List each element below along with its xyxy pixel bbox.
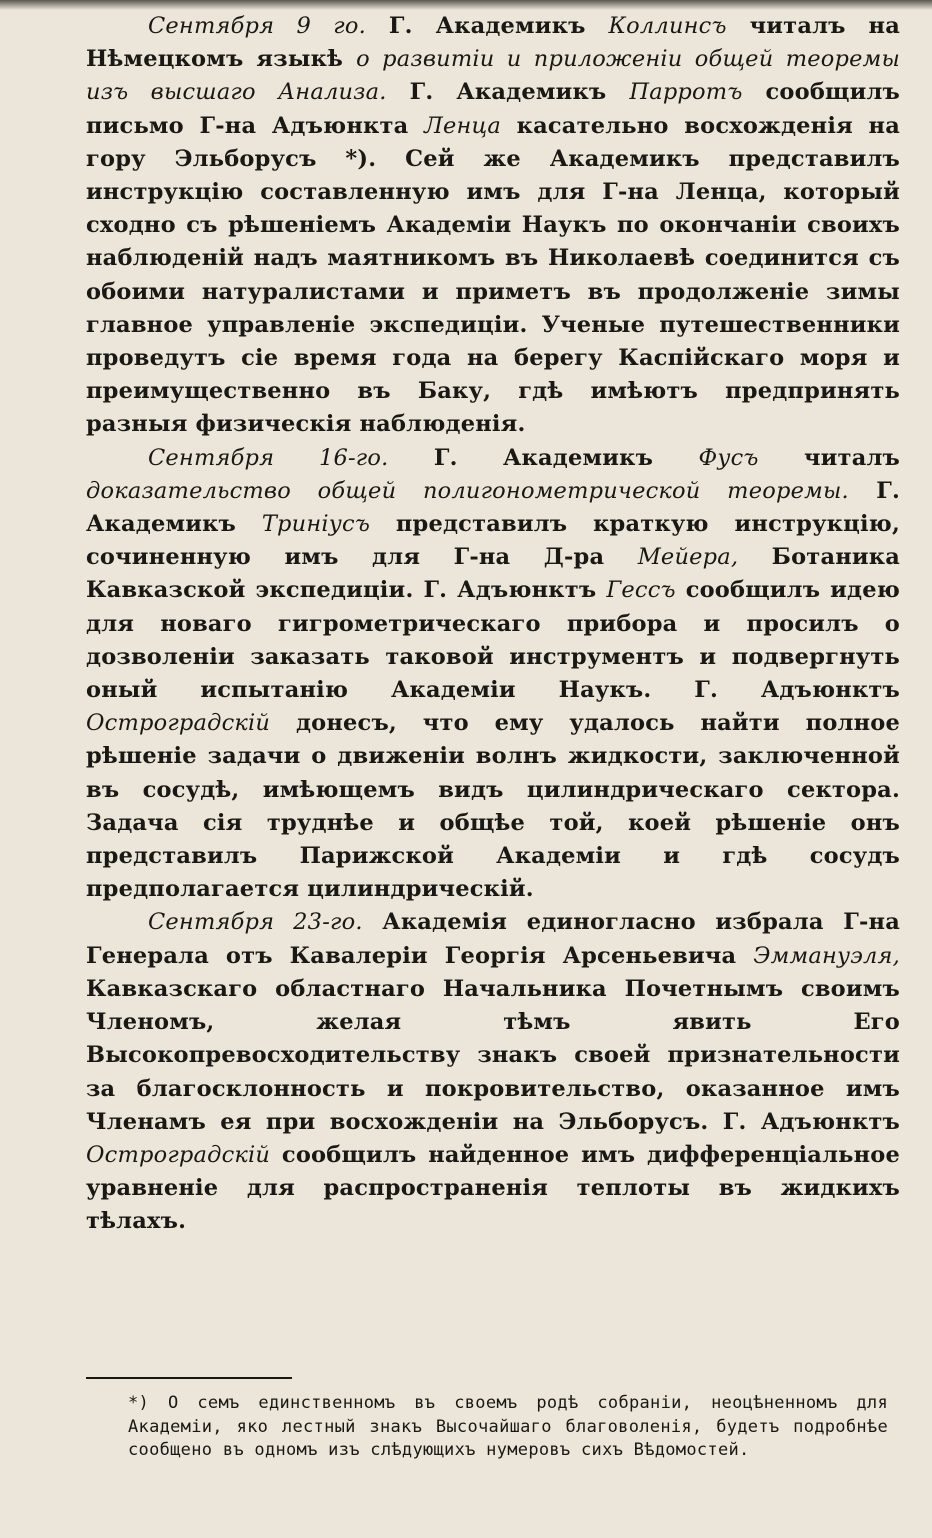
text-run: донесъ, что ему удалось найти полное рѣшеніе задачи о движеніи волнъ жидкости, заключенной въ сосудѣ, имѣющемъ видъ цилиндрическаго сектора. Задача сія труднѣе и общѣе той, коей рѣшеніе онъ представилъ Парижской Академіи и гдѣ сосудъ предполагается цилиндрическій. bbox=[86, 710, 900, 903]
person-name: Остроградскій bbox=[86, 1141, 271, 1168]
person-name: Фусъ bbox=[698, 444, 759, 471]
person-name: Мейера, bbox=[637, 544, 739, 571]
page-top-edge bbox=[0, 0, 932, 10]
paragraph-sept-16 bbox=[86, 442, 900, 907]
text-run: сообщилъ письмо Г-на Адъюнкта bbox=[86, 79, 900, 139]
text-run: Кавказскаго областнаго Начальника Почетнымъ своимъ Членомъ, желая тѣмъ явить Его Высокопревосходительству знакъ своей признательности за благосклонность и покровительство, оказанное имъ Членамъ ея при восхожденіи на Эльборусъ. Г. Адъюнктъ bbox=[86, 975, 900, 1135]
person-name: Триніусъ bbox=[261, 511, 371, 538]
text-run: Академія единогласно избрала Г-на Генерала отъ Кавалеріи Георгія Арсеньевича bbox=[86, 909, 900, 969]
person-name: Гессъ bbox=[606, 577, 676, 604]
date-label: Сентября 23-го. bbox=[148, 909, 363, 936]
text-run: представилъ краткую инструкцію, сочиненную имъ для Г-на Д-ра bbox=[86, 511, 900, 571]
person-name: Остроградскій bbox=[86, 710, 271, 737]
person-name: Коллинсъ bbox=[608, 13, 727, 39]
text-run: Г. Академикъ bbox=[386, 79, 630, 106]
person-name: Ленца bbox=[424, 112, 502, 139]
date-label: Сентября 16-го. bbox=[148, 444, 389, 471]
text-run: Г. Академикъ bbox=[388, 444, 699, 471]
work-title: о развитіи и приложеніи общей теоремы изъ высшаго Анализа. bbox=[86, 46, 901, 106]
person-name: Эммануэля, bbox=[753, 942, 900, 969]
text-run: читалъ на Нѣмецкомъ языкѣ bbox=[86, 13, 901, 73]
text-run: сообщилъ идею для новаго гигрометрическаго прибора и просилъ о дозволеніи заказать таковой инструментъ и подвергнуть оный испытанію Академіи Наукъ. Г. Адъюнктъ bbox=[86, 577, 901, 704]
footnote-separator bbox=[86, 1377, 292, 1379]
text-run: читалъ bbox=[758, 444, 900, 471]
text-run: сообщилъ найденное имъ дифференціальное уравненіе для распространенія теплоты въ жидкихъ тѣлахъ. bbox=[86, 1141, 900, 1235]
text-run: Ботаника Кавказской экспедиціи. Г. Адъюнктъ bbox=[86, 544, 901, 604]
footnote: *) О семъ единственномъ въ своемъ родѣ собраніи, неоцѣненномъ для Академіи, яко лестный знакъ Высочайшаго благоволенія, будетъ подробнѣе сообщено въ одномъ изъ слѣдующихъ нумеровъ сихъ Вѣдомостей. bbox=[128, 1393, 888, 1460]
text-run: Г. Академикъ bbox=[365, 13, 609, 39]
work-title: доказательство общей полигонометрической теоремы. bbox=[86, 477, 849, 504]
text-run: касательно восхожденія на гору Эльборусъ *). Сей же Академикъ представилъ инструкцію составленную имъ для Г-на Ленца, который сходно съ рѣшеніемъ Академіи Наукъ по окончаніи своихъ наблюденій надъ маятникомъ въ Николаевѣ соединится съ обоими натуралистами и приметъ въ продолженіе зимы главное управленіе экспедиціи. Ученые путешественники проведутъ сіе время года на берегу Каспійскаго моря и преимущественно въ Баку, гдѣ имѣютъ предпринять разныя физическія наблюденія. bbox=[86, 112, 900, 438]
paragraph-sept-23 bbox=[86, 906, 900, 1238]
person-name: Парротъ bbox=[629, 79, 743, 106]
date-label: Сентября 9 го. bbox=[148, 13, 366, 39]
paragraph-sept-9 bbox=[86, 10, 900, 442]
text-run: Г. Академикъ bbox=[86, 477, 900, 538]
main-text bbox=[86, 10, 900, 1239]
